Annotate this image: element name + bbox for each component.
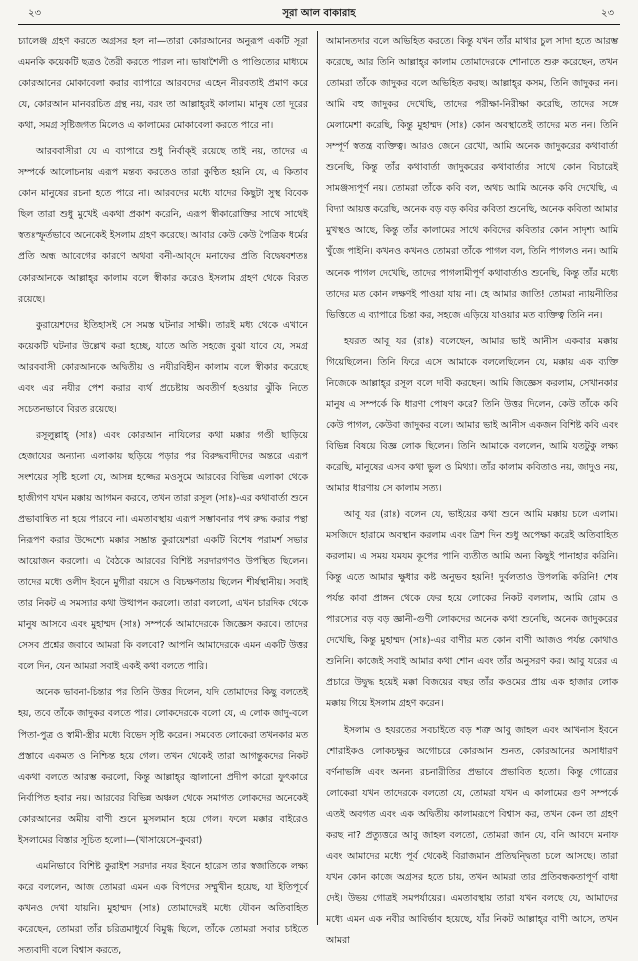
- paragraph: আরববাসীরা যে এ ব্যাপারে শুধু নির্বাক্‌ই রয়েছে তাই নয়, তাদের এ সম্পর্কে আলোচনায় এরূপ মন্তব্য করতেও তারা কুণ্ঠিত হয়নি যে, এ কিতাব কোন মানুষের রচনা হতে পারে না। আরবদের মধ্যে যাদের কিছুটা সুস্থ বিবেক ছিল তারা শুধু মুখেই একথা প্রকাশ করেনি, এরূপ স্বীকারোক্তির সাথে সাথেই স্বতঃস্ফূর্তভাবে অনেকেই ইসলাম গ্রহণ করেছে। আবার কেউ কেউ পৈত্রিক ধর্মের প্রতি অন্ধ আবেগের কারণে অথবা বনী-আব্‌দে মনাফের প্রতি বিদ্বেষবশতঃ কোরআনকে আল্লাহ্‌র কালাম বলে স্বীকার করেও ইসলাম গ্রহণ থেকে বিরত রয়েছে।: [18, 146, 308, 305]
- paragraph: হযরত আবূ যর (রাঃ) বলেছেন, আমার ভাই আনীস একবার মক্কায় গিয়েছিলেন। তিনি ফিরে এসে আমাকে বললেছিলেন যে, মক্কায় এক ব্যক্তি নিজেকে আল্লাহ্‌র রসূল বলে দাবী করছেন। আমি জিজ্ঞেস করলাম, সেখানকার মানুষ এ সম্পর্কে কি ধারণা পোষণ করে? তিনি উত্তর দিলেন, কেউ তাঁকে কবি কেউ পাগল, কেউবা জাদুকর বলে। আমার ভাই আনীস একজন বিশিষ্ট কবি এবং বিভিন্ন বিষয়ে বিজ্ঞ লোক ছিলেন। তিনি আমাকে বললেন, আমি যতটুকু লক্ষ্য করেছি, মানুষের এসব কথা ভুল ও মিথ্যা। তাঁর কালাম কবিতাও নয়, জাদুও নয়, আমার ধারণায় সে কালাম সত্য।: [326, 335, 618, 494]
- page-header: [0, 0, 638, 26]
- paragraph: রসূলুল্লাহ্‌ (সাঃ) এবং কোরআন নাযিলের কথা মক্কার গণ্ডী ছাড়িয়ে হেজাযের অন্যান্য এলাকায় ছড়িয়ে পড়ার পর বিরুদ্ধবাদীদের অন্তরে এরূপ সংশয়ের সৃষ্টি হলো যে, আসন্ন হজ্জের মওসুমে আরবের বিভিন্ন এলাকা থেকে হাজীগণ যখন মক্কায় আগমন করবে, তখন তারা রসূল (সাঃ)-এর কথাবার্তা শুনে প্রভাবান্বিত না হয়ে পারবে না। এমতাবস্থায় এরূপ সম্ভাবনার পথ রুদ্ধ করার পন্থা নিরূপণ করার উদ্দেশ্যে মক্কার সম্ভ্রান্ত কুরায়েশরা একটি বিশেষ পরামর্শ সভার আয়োজন করলো। এ বৈঠকে আরবের বিশিষ্ট সরদারগণও উপস্থিত ছিলেন। তাদের মধ্যে ওলীদ ইবনে মুগীরা বয়সে ও বিচক্ষণতায় ছিলেন শীর্ষস্থানীয়। সবাই তার নিকট এ সমস্যার কথা উত্থাপন করলো। তারা বললো, এখন চারদিক থেকে মানুষ আসবে এবং মুহাম্মদ (সাঃ) সম্পর্কে আমাদেরকে জিজ্ঞেস করবে। তাদের সেসব প্রশ্নের জবাবে আমরা কি বলবো? আপনি আমাদেরকে এমন একটি উত্তর বলে দিন, যেন আমরা সবাই একই কথা বলতে পারি।: [18, 429, 308, 673]
- page-number-right: ২৩: [600, 8, 614, 19]
- left-column: [18, 31, 308, 956]
- paragraph: ইসলাম ও হযরতের সবচাইতে বড় শত্রু আবু জাহল এবং আখনাস ইবনে শোরাইকও লোকচক্ষুর অগোচরে কোরআন শুনত, কোরআনের অসাধারণ বর্ণনাভঙ্গি এবং অনন্য রচনারীতির প্রভাবে প্রভাবিত হতো। কিন্তু গোত্রের লোকেরা যখন তাদেরকে বলতো যে, তোমরা যখন এ কালামের গুণ সম্পর্কে এতই অবগত এবং এক অদ্বিতীয় কালামরূপে বিশ্বাস কর, তখন কেন তা গ্রহণ করছ না? প্রত্যুত্তরে আবু জাহল বলতো, তোমরা জান যে, বনি আবদে মনাফ এবং আমাদের মধ্যে পূর্ব থেকেই বিরাজমান প্রতিদ্বন্দ্বিতা চলে আসছে। তারা যখন কোন কাজে অগ্রসর হতে চায়, তখন আমরা তার প্রতিবন্ধকতাপূর্ণ বাধা দেই। উভয় গোত্রই সমপর্যায়ের। এমতাবস্থায় তারা যখন বলছে যে, আমাদের মধ্যে এমন এক নবীর আবির্ভাব হয়েছে, যাঁর নিকট আল্লাহ্‌র বাণী আসে, তখন আমরা: [326, 724, 618, 946]
- column-divider: [317, 31, 318, 925]
- right-column: [326, 31, 618, 946]
- paragraph: কুরায়েশদের ইতিহাসই সে সমস্ত ঘটনার সাক্ষী। তারই মধ্য থেকে এখানে কয়েকটি ঘটনার উল্লেখ করা হচ্ছে, যাতে অতি সহজে বুঝা যাবে যে, সমগ্র আরববাসী কোরআনকে অদ্বিতীয় ও নযীরবিহীন কালাম বলে স্বীকার করেছে এবং এর নযীর পেশ করার ব্যর্থ প্রচেষ্টায় অবতীর্ণ হওয়ার ঝুঁকি নিতে সচেতনভাবে বিরত রয়েছে।: [18, 319, 308, 415]
- paragraph: আবূ যর (রাঃ) বলেন যে, ভাইয়ের কথা শুনে আমি মক্কায় চলে এলাম। মসজিদে হারামে অবস্থান করলাম এবং ত্রিশ দিন শুধু অপেক্ষা করেই অতিবাহিত করলাম। এ সময় যমযম কূপের পানি ব্যতীত আমি অন্য কিছুই পানাহার করিনি। কিন্তু এতে আমার ক্ষুধার কষ্ট অনুভব হয়নি! দুর্বলতাও উপলব্ধি করিনি! শেষ পর্যন্ত কাবা প্রাঙ্গন থেকে ফের হয়ে লোকের নিকট বললাম, আমি রোম ও পারস্যের বড় বড় জ্ঞানী-গুণী লোকদের অনেক কথা শুনেছি, অনেক জাদুকরের দেখেছি, কিন্তু মুহাম্মদ (সাঃ)-এর বাণীর মত কোন বাণী আজও পর্যন্ত কোথাও শুনিনি। কাজেই সবাই আমার কথা শোন এবং তাঁর অনুসরণ কর। আবু যরের এ প্রচারে উদ্বুদ্ধ হয়েই মক্কা বিজয়ের বছর তাঁর কওমের প্রায় এক হাজার লোক মক্কায় গিয়ে ইসলাম গ্রহণ করেন।: [326, 509, 618, 710]
- running-title: সূরা আল বাকারাহ: [282, 8, 356, 19]
- paragraph: আমানতদার বলে অভিহিত করতে। কিন্তু যখন তাঁর মাথার চুল সাদা হতে আরম্ভ করেছে, আর তিনি আল্লাহ্‌র কালাম তোমাদেরকে শোনাতে শুরু করেছেন, তখন তোমরা তাঁকে জাদুকর বলে অভিহিত করছ। আল্লাহ্‌র কসম, তিনি জাদুকর নন। আমি বহু জাদুকর দেখেছি, তাদের পরীক্ষা-নিরীক্ষা করেছি, তাদের সঙ্গে মেলামেশা করেছি, কিন্তু মুহাম্মদ (সাঃ) কোন অবস্থাতেই তাদের মত নন। তিনি সম্পূর্ণ স্বতন্ত্র ব্যক্তিত্ব। আরও জেনে রেখো, আমি অনেক জাদুকরের কথাবার্তা শুনেছি, কিন্তু তাঁর কথাবার্তা জাদুকরের কথাবার্তার সাথে কোন বিচারেই সামঞ্জস্যপূর্ণ নয়। তোমরা তাঁকে কবি বল, অথচ আমি অনেক কবি দেখেছি, এ বিদ্যা আয়ত্ত করেছি, অনেক বড় বড় কবির কবিতা শুনেছি, অনেক কবিতা আমার মুখস্থও আছে, কিন্তু তাঁর কালামের সাথে কবিদের কবিতার কোন সাদৃশ্য আমি খুঁজে পাইনি। কখনও কখনও তোমরা তাঁকে পাগল বল, তিনি পাগলও নন। আমি অনেক পাগল দেখেছি, তাদের পাগলামীপূর্ণ কথাবার্তাও শুনেছি, কিন্তু তাঁর মধ্যে তাদের মত কোন লক্ষণই পাওয়া যায় না। হে আমার জাতি! তোমরা ন্যায়নীতির ভিত্তিতে এ ব্যাপারে চিন্তা কর, সহজে এড়িয়ে যাওয়ার মত ব্যক্তিত্ব তিনি নন।: [326, 36, 618, 321]
- paragraph: এমনিভাবে বিশিষ্ট কুরাইশ সরদার নযর ইবনে হারেস তার স্বজাতিকে লক্ষ্য করে বললেন, আজ তোমরা এমন এক বিপদের সম্মুখীন হয়েছ, যা ইতিপূর্বে কখনও দেখা যায়নি। মুহাম্মদ (সাঃ) তোমাদেরই মধ্যে যৌবন অতিবাহিত করেছেন, তোমরা তাঁর চরিত্রমাধুর্যে বিমুগ্ধ ছিলে, তাঁকে তোমরা সবার চাইতে সত্যবাদী বলে বিশ্বাস করতে,: [18, 860, 308, 956]
- header-rule: [18, 24, 620, 25]
- paragraph: চ্যালেঞ্জ গ্রহণ করতে অগ্রসর হল না—তারা কোরআনের অনুরূপ একটি সূরা এমনকি কয়েকটি ছত্রও তৈরী করতে পারল না। ভাষাশৈলী ও পাণ্ডিত্যের মাধ্যমে কোরআনের মোকাবেলা করার ব্যাপারে আরবদের এহেন নীরবতাই প্রমাণ করে যে, কোরআন মানবরচিত গ্রন্থ নয়, বরং তা আল্লাহ্‌রই কালাম। মানুষ তো দূরের কথা, সমগ্র সৃষ্টিজগত মিলেও এ কালামের মোকাবেলা করতে পারে না।: [18, 36, 308, 132]
- paragraph: অনেক ভাবনা-চিন্তার পর তিনি উত্তর দিলেন, যদি তোমাদের কিছু বলতেই হয়, তবে তাঁকে জাদুকর বলতে পার। লোকদেরকে বলো যে, এ লোক জাদু-বলে পিতা-পুত্র ও স্বামী-স্ত্রীর মধ্যে বিভেদ সৃষ্টি করেন। সমবেত লোকেরা তখনকার মত প্রস্তাবে একমত ও নিশ্চিন্ত হয়ে গেল। তখন থেকেই তারা আগন্তুকদের নিকট একথা বলতে আরম্ভ করলো, কিন্তু আল্লাহ্‌র জ্বালানো প্রদীপ কারো ফুৎকারে নির্বাপিত হবার নয়। আরবের বিভিন্ন অঞ্চল থেকে সমাগত লোকদের অনেকেই কোরআনের অমীয় বাণী শুনে মুসলমান হয়ে গেল। ফলে মক্কার বাইরেও ইসলামের বিস্তার সূচিত হলো।—(খাসায়েসে-কুবরা): [18, 687, 308, 846]
- page-number-left: ২৩: [28, 8, 42, 19]
